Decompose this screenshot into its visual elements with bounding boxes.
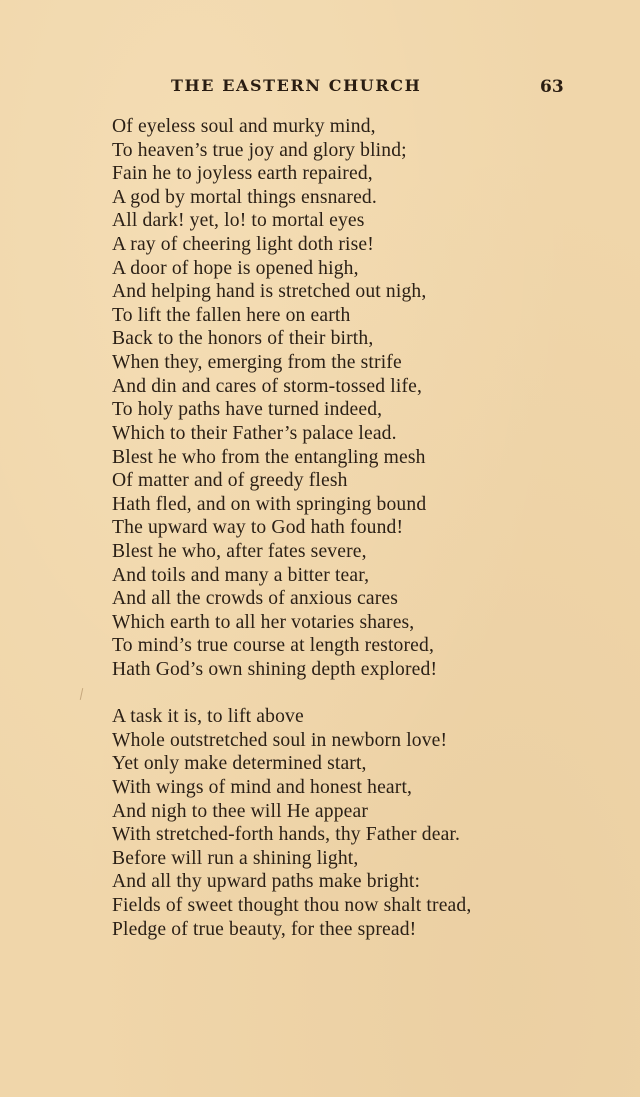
poem-line: To mind’s true course at length restored, [112, 635, 435, 657]
poem-line: Back to the honors of their birth, [112, 328, 374, 350]
poem-line: A door of hope is opened high, [112, 257, 359, 279]
poem-line: A task it is, to lift above [112, 706, 304, 728]
poem-line: A ray of cheering light doth rise! [112, 234, 374, 256]
poem-line: Fields of sweet thought thou now shalt tread, [112, 895, 472, 917]
poem-line: All dark! yet, lo! to mortal eyes [112, 210, 365, 232]
poem-line: The upward way to God hath found! [112, 517, 404, 539]
running-title: THE EASTERN CHURCH [171, 76, 422, 95]
poem-line: Blest he who from the entangling mesh [112, 446, 426, 468]
poem-line: Before will run a shining light, [112, 847, 359, 869]
poem-line: Whole outstretched soul in newborn love! [112, 729, 448, 751]
poem-line: A god by mortal things ensnared. [112, 186, 377, 208]
stanza-1 [112, 115, 572, 682]
poem-line: Blest he who, after fates severe, [112, 540, 367, 562]
poem-line: And toils and many a bitter tear, [112, 564, 370, 586]
poem-line: To lift the fallen here on earth [112, 304, 351, 326]
poem-line: To holy paths have turned indeed, [112, 399, 383, 421]
poem-line: With stretched-forth hands, thy Father dear. [112, 824, 461, 846]
poem-line: Pledge of true beauty, for thee spread! [112, 918, 417, 940]
poem-line: And din and cares of storm-tossed life, [112, 375, 423, 397]
poem-line: Which to their Father’s palace lead. [112, 422, 397, 444]
poem-line: Yet only make determined start, [112, 753, 367, 775]
paper-mark [80, 688, 83, 700]
poem-line: To heaven’s true joy and glory blind; [112, 139, 407, 161]
poem-line: And all the crowds of anxious cares [112, 588, 399, 610]
poem-line: Fain he to joyless earth repaired, [112, 163, 373, 185]
poem-line: And all thy upward paths make bright: [112, 871, 421, 893]
poem-line: When they, emerging from the strife [112, 352, 402, 374]
stanza-2 [112, 705, 572, 941]
poem-line: Hath fled, and on with springing bound [112, 493, 427, 515]
poem-line: And nigh to thee will He appear [112, 800, 369, 822]
poem-line: With wings of mind and honest heart, [112, 777, 413, 799]
poem-line: Of matter and of greedy flesh [112, 470, 348, 492]
poem-line: And helping hand is stretched out nigh, [112, 281, 427, 303]
poem-line: Of eyeless soul and murky mind, [112, 116, 376, 137]
poem [112, 115, 572, 941]
page-number: 63 [540, 77, 564, 97]
poem-line: Which earth to all her votaries shares, [112, 611, 415, 633]
poem-line: Hath God’s own shining depth explored! [112, 659, 438, 681]
